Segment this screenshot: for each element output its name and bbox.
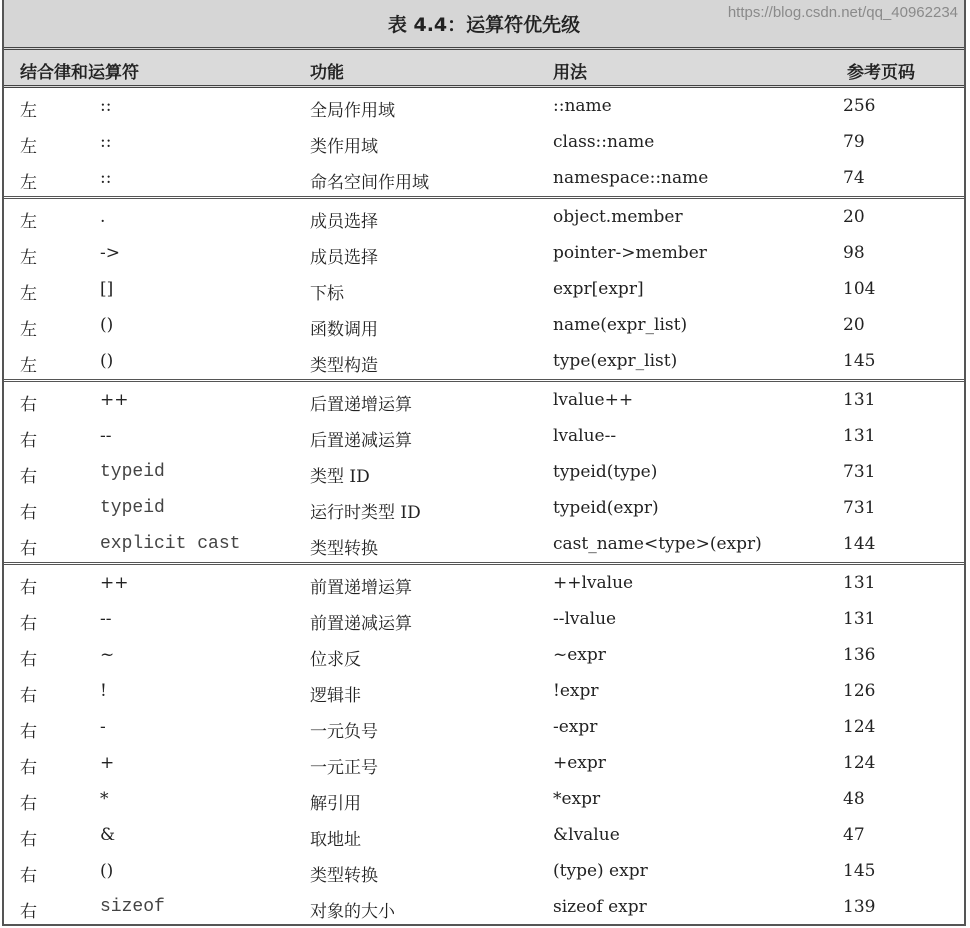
table-row — [4, 526, 964, 562]
page-cell: 136 — [843, 645, 876, 665]
usage-cell: sizeof expr — [553, 897, 647, 917]
usage-cell: (type) expr — [553, 861, 648, 881]
function-cell: 命名空间作用域 — [310, 173, 429, 193]
page-cell: 731 — [843, 462, 876, 482]
table-row — [4, 307, 964, 343]
associativity-cell: 左 — [20, 173, 37, 193]
header-page: 参考页码 — [847, 63, 915, 83]
function-cell: 成员选择 — [310, 212, 378, 232]
table-row — [4, 382, 964, 418]
table-body — [4, 88, 964, 925]
function-cell: 类型转换 — [310, 866, 378, 886]
row-group — [4, 199, 964, 382]
operator-cell: -- — [100, 609, 112, 629]
associativity-cell: 左 — [20, 248, 37, 268]
usage-cell: *expr — [553, 789, 601, 809]
associativity-cell: 右 — [20, 614, 37, 634]
associativity-cell: 左 — [20, 212, 37, 232]
associativity-cell: 左 — [20, 137, 37, 157]
associativity-cell: 右 — [20, 539, 37, 559]
associativity-cell: 左 — [20, 320, 37, 340]
operator-cell: + — [100, 753, 115, 773]
function-cell: 函数调用 — [310, 320, 378, 340]
table-row — [4, 271, 964, 307]
usage-cell: +expr — [553, 753, 606, 773]
operator-cell: :: — [100, 132, 112, 152]
table-header-row — [4, 50, 964, 88]
table-row — [4, 199, 964, 235]
operator-cell: sizeof — [100, 897, 165, 917]
usage-cell: ~expr — [553, 645, 606, 665]
table-row — [4, 889, 964, 925]
operator-cell: ~ — [100, 645, 115, 665]
table-row — [4, 637, 964, 673]
table-row — [4, 601, 964, 637]
page-cell: 124 — [843, 717, 876, 737]
page-cell: 131 — [843, 426, 876, 446]
usage-cell: lvalue++ — [553, 390, 634, 410]
function-cell: 前置递增运算 — [310, 578, 412, 598]
function-cell: 前置递减运算 — [310, 614, 412, 634]
page-cell: 139 — [843, 897, 876, 917]
operator-cell: explicit cast — [100, 534, 241, 554]
function-cell: 全局作用域 — [310, 101, 395, 121]
function-cell: 逻辑非 — [310, 686, 361, 706]
table-row — [4, 418, 964, 454]
function-cell: 取地址 — [310, 830, 361, 850]
operator-cell: ++ — [100, 390, 129, 410]
table-row — [4, 709, 964, 745]
row-group — [4, 382, 964, 565]
usage-cell: &lvalue — [553, 825, 620, 845]
function-cell: 位求反 — [310, 650, 361, 670]
usage-cell: ::name — [553, 96, 612, 116]
usage-cell: expr[expr] — [553, 279, 644, 299]
table-row — [4, 235, 964, 271]
associativity-cell: 右 — [20, 794, 37, 814]
associativity-cell: 右 — [20, 758, 37, 778]
function-cell: 类型转换 — [310, 539, 378, 559]
page-cell: 131 — [843, 390, 876, 410]
associativity-cell: 右 — [20, 866, 37, 886]
associativity-cell: 左 — [20, 101, 37, 121]
page-cell: 144 — [843, 534, 876, 554]
associativity-cell: 左 — [20, 356, 37, 376]
function-cell: 一元正号 — [310, 758, 378, 778]
page-cell: 256 — [843, 96, 876, 116]
operator-cell: - — [100, 717, 106, 737]
associativity-cell: 右 — [20, 467, 37, 487]
associativity-cell: 右 — [20, 686, 37, 706]
operator-cell: :: — [100, 168, 112, 188]
watermark: https://blog.csdn.net/qq_40962234 — [727, 4, 958, 21]
table-row — [4, 454, 964, 490]
page-cell: 47 — [843, 825, 865, 845]
function-cell: 解引用 — [310, 794, 361, 814]
table-row — [4, 160, 964, 196]
operator-cell: () — [100, 351, 114, 371]
operator-cell: ! — [100, 681, 107, 701]
page-cell: 79 — [843, 132, 865, 152]
associativity-cell: 右 — [20, 902, 37, 922]
table-row — [4, 124, 964, 160]
operator-cell: & — [100, 825, 116, 845]
table-row — [4, 490, 964, 526]
page-cell: 131 — [843, 573, 876, 593]
function-cell: 后置递减运算 — [310, 431, 412, 451]
usage-cell: pointer->member — [553, 243, 707, 263]
table-row — [4, 565, 964, 601]
page-cell: 131 — [843, 609, 876, 629]
usage-cell: name(expr_list) — [553, 315, 688, 335]
usage-cell: namespace::name — [553, 168, 709, 188]
operator-cell: * — [100, 789, 109, 809]
associativity-cell: 右 — [20, 830, 37, 850]
page-cell: 98 — [843, 243, 865, 263]
table-row — [4, 673, 964, 709]
operator-cell: -- — [100, 426, 112, 446]
page-cell: 126 — [843, 681, 876, 701]
operator-cell: -> — [100, 243, 120, 263]
function-cell: 类作用域 — [310, 137, 378, 157]
table-title: 表 4.4：运算符优先级 — [4, 0, 964, 50]
associativity-cell: 右 — [20, 650, 37, 670]
table-row — [4, 817, 964, 853]
usage-cell: !expr — [553, 681, 599, 701]
operator-precedence-table — [2, 0, 966, 926]
associativity-cell: 左 — [20, 284, 37, 304]
function-cell: 一元负号 — [310, 722, 378, 742]
table-row — [4, 781, 964, 817]
page-cell: 104 — [843, 279, 876, 299]
page-cell: 74 — [843, 168, 865, 188]
page-cell: 124 — [843, 753, 876, 773]
usage-cell: typeid(type) — [553, 462, 658, 482]
operator-cell: ++ — [100, 573, 129, 593]
usage-cell: cast_name<type>(expr) — [553, 534, 762, 554]
function-cell: 后置递增运算 — [310, 395, 412, 415]
usage-cell: ++lvalue — [553, 573, 634, 593]
function-cell: 成员选择 — [310, 248, 378, 268]
operator-cell: () — [100, 861, 114, 881]
page-cell: 145 — [843, 861, 876, 881]
associativity-cell: 右 — [20, 395, 37, 415]
row-group — [4, 88, 964, 199]
associativity-cell: 右 — [20, 578, 37, 598]
header-function: 功能 — [310, 63, 344, 83]
operator-cell: typeid — [100, 498, 165, 518]
function-cell: 下标 — [310, 284, 344, 304]
operator-cell: () — [100, 315, 114, 335]
row-group — [4, 565, 964, 925]
table-row — [4, 853, 964, 889]
page-cell: 20 — [843, 315, 865, 335]
operator-cell: . — [100, 207, 106, 227]
operator-cell: [] — [100, 279, 114, 299]
usage-cell: object.member — [553, 207, 683, 227]
usage-cell: typeid(expr) — [553, 498, 659, 518]
page-cell: 731 — [843, 498, 876, 518]
usage-cell: --lvalue — [553, 609, 617, 629]
usage-cell: type(expr_list) — [553, 351, 678, 371]
operator-cell: :: — [100, 96, 112, 116]
associativity-cell: 右 — [20, 722, 37, 742]
associativity-cell: 右 — [20, 431, 37, 451]
table-row — [4, 343, 964, 379]
operator-cell: typeid — [100, 462, 165, 482]
page-cell: 145 — [843, 351, 876, 371]
usage-cell: class::name — [553, 132, 655, 152]
function-cell: 运行时类型 ID — [310, 503, 421, 523]
page-cell: 20 — [843, 207, 865, 227]
function-cell: 对象的大小 — [310, 902, 395, 922]
function-cell: 类型 ID — [310, 467, 370, 487]
usage-cell: lvalue-- — [553, 426, 617, 446]
page-cell: 48 — [843, 789, 865, 809]
associativity-cell: 右 — [20, 503, 37, 523]
header-assoc-operator: 结合律和运算符 — [20, 63, 139, 83]
table-row — [4, 88, 964, 124]
usage-cell: -expr — [553, 717, 598, 737]
header-usage: 用法 — [553, 63, 587, 83]
table-row — [4, 745, 964, 781]
function-cell: 类型构造 — [310, 356, 378, 376]
